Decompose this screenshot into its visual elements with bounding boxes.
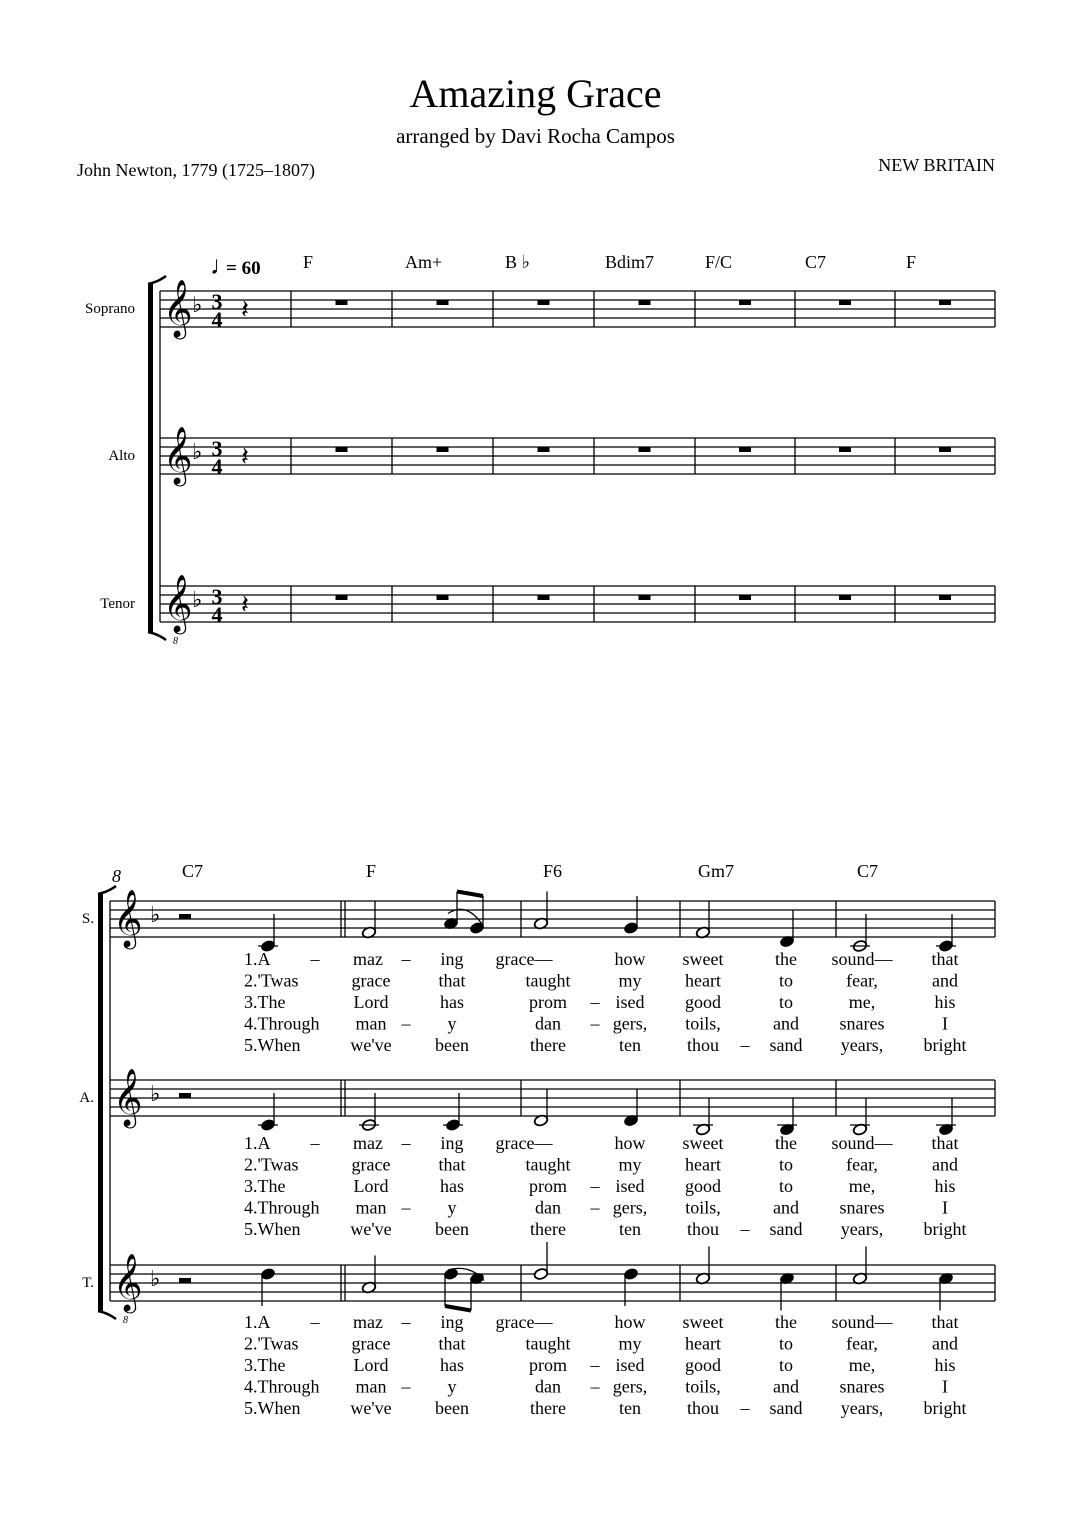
time-signature-bottom: 4 [211,454,223,479]
lyric-syllable: the [775,949,797,969]
lyric-syllable: that [931,949,959,969]
chord-symbol: F [303,252,314,272]
lyric-syllable: toils, [685,1376,721,1397]
lyric-syllable: been [435,1035,469,1055]
lyric-syllable: sound— [831,1312,893,1332]
lyric-syllable: – [590,1376,600,1397]
lyric-syllable: and [932,1154,958,1175]
lyric-syllable: man [355,1013,387,1034]
lyric-syllable: snares [839,1376,885,1397]
lyric-syllable: grace [351,1154,391,1175]
quarter-rest: 𝄽 [241,590,249,619]
lyric-syllable: grace— [495,1133,553,1153]
lyric-syllable: grace— [495,949,553,969]
treble-clef: 𝄞 [113,1254,143,1310]
lyric-syllable: ised [615,1176,645,1196]
lyric-syllable: and [932,970,958,991]
lyric-syllable: that [931,1312,959,1332]
whole-measure-rest [437,595,449,600]
lyric-syllable: to [778,1355,794,1375]
measure-number: 8 [112,866,121,886]
bracket-bottom-hook [148,632,166,640]
lyric-syllable: 2.'Twas [244,1154,299,1175]
lyric-syllable: – [740,1219,750,1239]
lyric-syllable: my [618,1154,642,1175]
tempo-marking: = 60 [226,258,261,279]
whole-measure-rest [939,300,951,305]
lyric-syllable: 5.When [244,1398,301,1418]
lyric-syllable: and [773,1197,799,1218]
lyric-syllable: to [778,1333,794,1354]
lyric-syllable: been [435,1219,469,1239]
lyric-syllable: to [778,1176,794,1196]
lyric-syllable: 1.A [244,1133,271,1153]
lyric-syllable: – [310,1312,320,1332]
lyric-syllable: sweet [682,1312,724,1332]
lyric-syllable: years, [840,1035,884,1055]
lyric-syllable: man [355,1197,387,1218]
chord-symbol: C7 [805,252,827,272]
lyric-syllable: has [440,1176,464,1196]
voice-name: Soprano [85,301,135,317]
time-signature-top: 3 [211,436,223,461]
lyric-syllable: gers, [612,1197,648,1218]
lyric-syllable: ten [619,1398,641,1418]
lyric-syllable: 2.'Twas [244,1333,299,1354]
lyric-syllable: we've [350,1398,392,1418]
beam [457,892,483,897]
lyric-syllable: 5.When [244,1219,301,1239]
lyric-syllable: prom [529,1176,567,1196]
lyric-syllable: gers, [612,1376,648,1397]
lyric-syllable: toils, [685,1197,721,1218]
lyric-syllable: that [438,970,466,991]
bracket-bottom-hook [98,1311,116,1319]
lyric-syllable: my [618,970,642,991]
lyric-syllable: bright [923,1398,967,1418]
lyric-syllable: bright [923,1219,967,1239]
whole-measure-rest [839,447,851,452]
whole-measure-rest [538,300,550,305]
lyric-syllable: years, [840,1219,884,1239]
lyric-syllable: there [530,1035,566,1055]
lyric-syllable: snares [839,1013,885,1034]
whole-measure-rest [739,300,751,305]
lyric-syllable: that [438,1333,466,1354]
chord-symbol: Gm7 [698,861,734,881]
chord-symbol: F [906,252,917,272]
voice-short-name: T. [82,1275,94,1291]
lyric-syllable: y [447,1376,457,1397]
lyric-syllable: good [685,1355,721,1375]
lyric-syllable: gers, [612,1013,648,1034]
lyric-syllable: and [773,1376,799,1397]
whole-measure-rest [939,595,951,600]
lyric-syllable: 3.The [244,1355,286,1375]
lyric-syllable: – [310,1133,320,1153]
lyric-syllable: me, [848,1176,876,1196]
lyric-syllable: – [401,1013,411,1034]
voice-name: Alto [108,448,135,464]
treble-clef: 𝄞 [113,890,143,946]
half-rest [179,1093,191,1098]
time-signature-bottom: 4 [211,602,223,627]
lyric-syllable: how [614,949,646,969]
lyric-syllable: we've [350,1219,392,1239]
lyric-syllable: ten [619,1219,641,1239]
lyric-syllable: his [934,992,956,1012]
whole-measure-rest [538,595,550,600]
voice-name: Tenor [100,596,135,612]
lyric-syllable: sweet [682,1133,724,1153]
whole-measure-rest [538,447,550,452]
lyric-syllable: there [530,1398,566,1418]
lyric-syllable: and [773,1013,799,1034]
lyric-syllable: maz [353,949,383,969]
voice-short-name: A. [79,1090,94,1106]
chord-symbol: F/C [705,252,733,272]
whole-measure-rest [939,447,951,452]
lyric-syllable: maz [353,1133,383,1153]
lyric-syllable: grace [351,970,391,991]
chord-symbol: C7 [182,861,204,881]
lyric-syllable: I [942,1376,948,1397]
lyric-syllable: 1.A [244,1312,271,1332]
lyric-syllable: been [435,1398,469,1418]
lyric-syllable: ing [440,949,464,969]
lyric-syllable: – [401,1312,411,1332]
whole-measure-rest [839,300,851,305]
lyric-syllable: years, [840,1398,884,1418]
lyric-syllable: – [590,1355,600,1375]
lyric-syllable: grace— [495,1312,553,1332]
score-layer [79,251,995,1418]
lyric-syllable: 2.'Twas [244,970,299,991]
lyric-syllable: 5.When [244,1035,301,1055]
lyric-syllable: Lord [353,1176,389,1196]
half-rest [179,914,191,919]
whole-measure-rest [639,300,651,305]
lyric-syllable: how [614,1133,646,1153]
lyric-syllable: y [447,1013,457,1034]
whole-measure-rest [437,300,449,305]
key-signature-flat: ♭ [192,439,203,464]
lyric-syllable: the [775,1312,797,1332]
lyric-syllable: 3.The [244,1176,286,1196]
lyric-syllable: – [401,1133,411,1153]
lyric-syllable: bright [923,1035,967,1055]
lyric-syllable: has [440,992,464,1012]
lyric-syllable: – [590,992,600,1012]
lyric-syllable: ised [615,1355,645,1375]
lyric-syllable: sound— [831,1133,893,1153]
treble-clef: 𝄞 [163,427,193,483]
whole-measure-rest [336,595,348,600]
treble-clef: 𝄞 [163,575,193,631]
lyric-syllable: sound— [831,949,893,969]
lyric-syllable: there [530,1219,566,1239]
whole-measure-rest [336,300,348,305]
lyric-syllable: fear, [846,970,878,991]
lyric-syllable: toils, [685,1013,721,1034]
time-signature-bottom: 4 [211,307,223,332]
octave-marking: 8 [173,636,178,647]
lyric-syllable: prom [529,1355,567,1375]
lyric-syllable: grace [351,1333,391,1354]
poet: John Newton, 1779 (1725–1807) [77,160,315,180]
lyric-syllable: man [355,1376,387,1397]
key-signature-flat: ♭ [150,1266,161,1291]
lyric-syllable: I [942,1013,948,1034]
lyric-syllable: – [590,1176,600,1196]
lyric-syllable: 4.Through [244,1013,320,1034]
lyric-syllable: – [590,1197,600,1218]
lyric-syllable: I [942,1197,948,1218]
lyric-syllable: heart [685,1333,721,1354]
key-signature-flat: ♭ [192,292,203,317]
whole-measure-rest [639,447,651,452]
lyric-syllable: how [614,1312,646,1332]
time-signature-top: 3 [211,584,223,609]
lyric-syllable: and [932,1333,958,1354]
time-signature-top: 3 [211,289,223,314]
lyric-syllable: 4.Through [244,1197,320,1218]
chord-symbol: C7 [857,861,879,881]
lyric-syllable: my [618,1333,642,1354]
lyric-syllable: taught [525,1333,571,1354]
treble-clef: 𝄞 [113,1069,143,1125]
whole-measure-rest [437,447,449,452]
lyric-syllable: ised [615,992,645,1012]
half-rest [179,1278,191,1283]
lyric-syllable: – [401,949,411,969]
tempo-note-icon: ♩ [210,251,236,280]
lyric-syllable: his [934,1176,956,1196]
lyric-syllable: y [447,1197,457,1218]
lyric-syllable: dan [535,1013,561,1034]
whole-measure-rest [739,595,751,600]
lyric-syllable: fear, [846,1333,878,1354]
lyric-syllable: – [740,1035,750,1055]
lyric-syllable: prom [529,992,567,1012]
lyric-syllable: we've [350,1035,392,1055]
lyric-syllable: heart [685,1154,721,1175]
lyric-syllable: that [931,1133,959,1153]
lyric-syllable: snares [839,1197,885,1218]
lyric-syllable: dan [535,1197,561,1218]
chord-symbol: F6 [543,861,563,881]
whole-measure-rest [336,447,348,452]
lyric-syllable: fear, [846,1154,878,1175]
lyric-syllable: to [778,970,794,991]
lyric-syllable: thou [686,1035,720,1055]
lyric-syllable: – [401,1197,411,1218]
quarter-rest: 𝄽 [241,442,249,471]
whole-measure-rest [639,595,651,600]
whole-measure-rest [839,595,851,600]
composer: NEW BRITAIN [878,155,995,175]
chord-symbol: Am+ [405,252,443,272]
lyric-syllable: 4.Through [244,1376,320,1397]
lyric-syllable: taught [525,1154,571,1175]
lyric-syllable: – [401,1376,411,1397]
lyric-syllable: maz [353,1312,383,1332]
lyric-syllable: the [775,1133,797,1153]
lyric-syllable: 3.The [244,992,286,1012]
lyric-syllable: – [590,1013,600,1034]
lyric-syllable: thou [686,1398,720,1418]
lyric-syllable: that [438,1154,466,1175]
lyric-syllable: sand [769,1398,803,1418]
lyric-syllable: his [934,1355,956,1375]
lyric-syllable: Lord [353,1355,389,1375]
lyric-syllable: good [685,1176,721,1196]
lyric-syllable: heart [685,970,721,991]
lyric-syllable: – [740,1398,750,1418]
treble-clef: 𝄞 [163,280,193,336]
lyric-syllable: ten [619,1035,641,1055]
chord-symbol: Bdim7 [605,252,655,272]
lyric-syllable: to [778,992,794,1012]
subtitle: arranged by Davi Rocha Campos [396,124,675,148]
lyric-syllable: me, [848,992,876,1012]
whole-measure-rest [739,447,751,452]
lyric-syllable: dan [535,1376,561,1397]
title: Amazing Grace [409,71,662,116]
system-bracket [148,284,153,632]
chord-symbol: B ♭ [505,252,530,272]
lyric-syllable: 1.A [244,949,271,969]
key-signature-flat: ♭ [192,587,203,612]
lyric-syllable: Lord [353,992,389,1012]
key-signature-flat: ♭ [150,902,161,927]
lyric-syllable: sand [769,1035,803,1055]
quarter-rest: 𝄽 [241,295,249,324]
system-bracket [98,894,103,1311]
lyric-syllable: good [685,992,721,1012]
lyric-syllable: sand [769,1219,803,1239]
beam [445,1306,471,1311]
lyric-syllable: ing [440,1133,464,1153]
lyric-syllable: me, [848,1355,876,1375]
chord-symbol: F [366,861,377,881]
lyric-syllable: ing [440,1312,464,1332]
lyric-syllable: has [440,1355,464,1375]
lyric-syllable: sweet [682,949,724,969]
key-signature-flat: ♭ [150,1081,161,1106]
lyric-syllable: to [778,1154,794,1175]
lyric-syllable: taught [525,970,571,991]
lyric-syllable: thou [686,1219,720,1239]
octave-marking: 8 [123,1315,128,1326]
lyric-syllable: – [310,949,320,969]
voice-short-name: S. [81,911,94,927]
